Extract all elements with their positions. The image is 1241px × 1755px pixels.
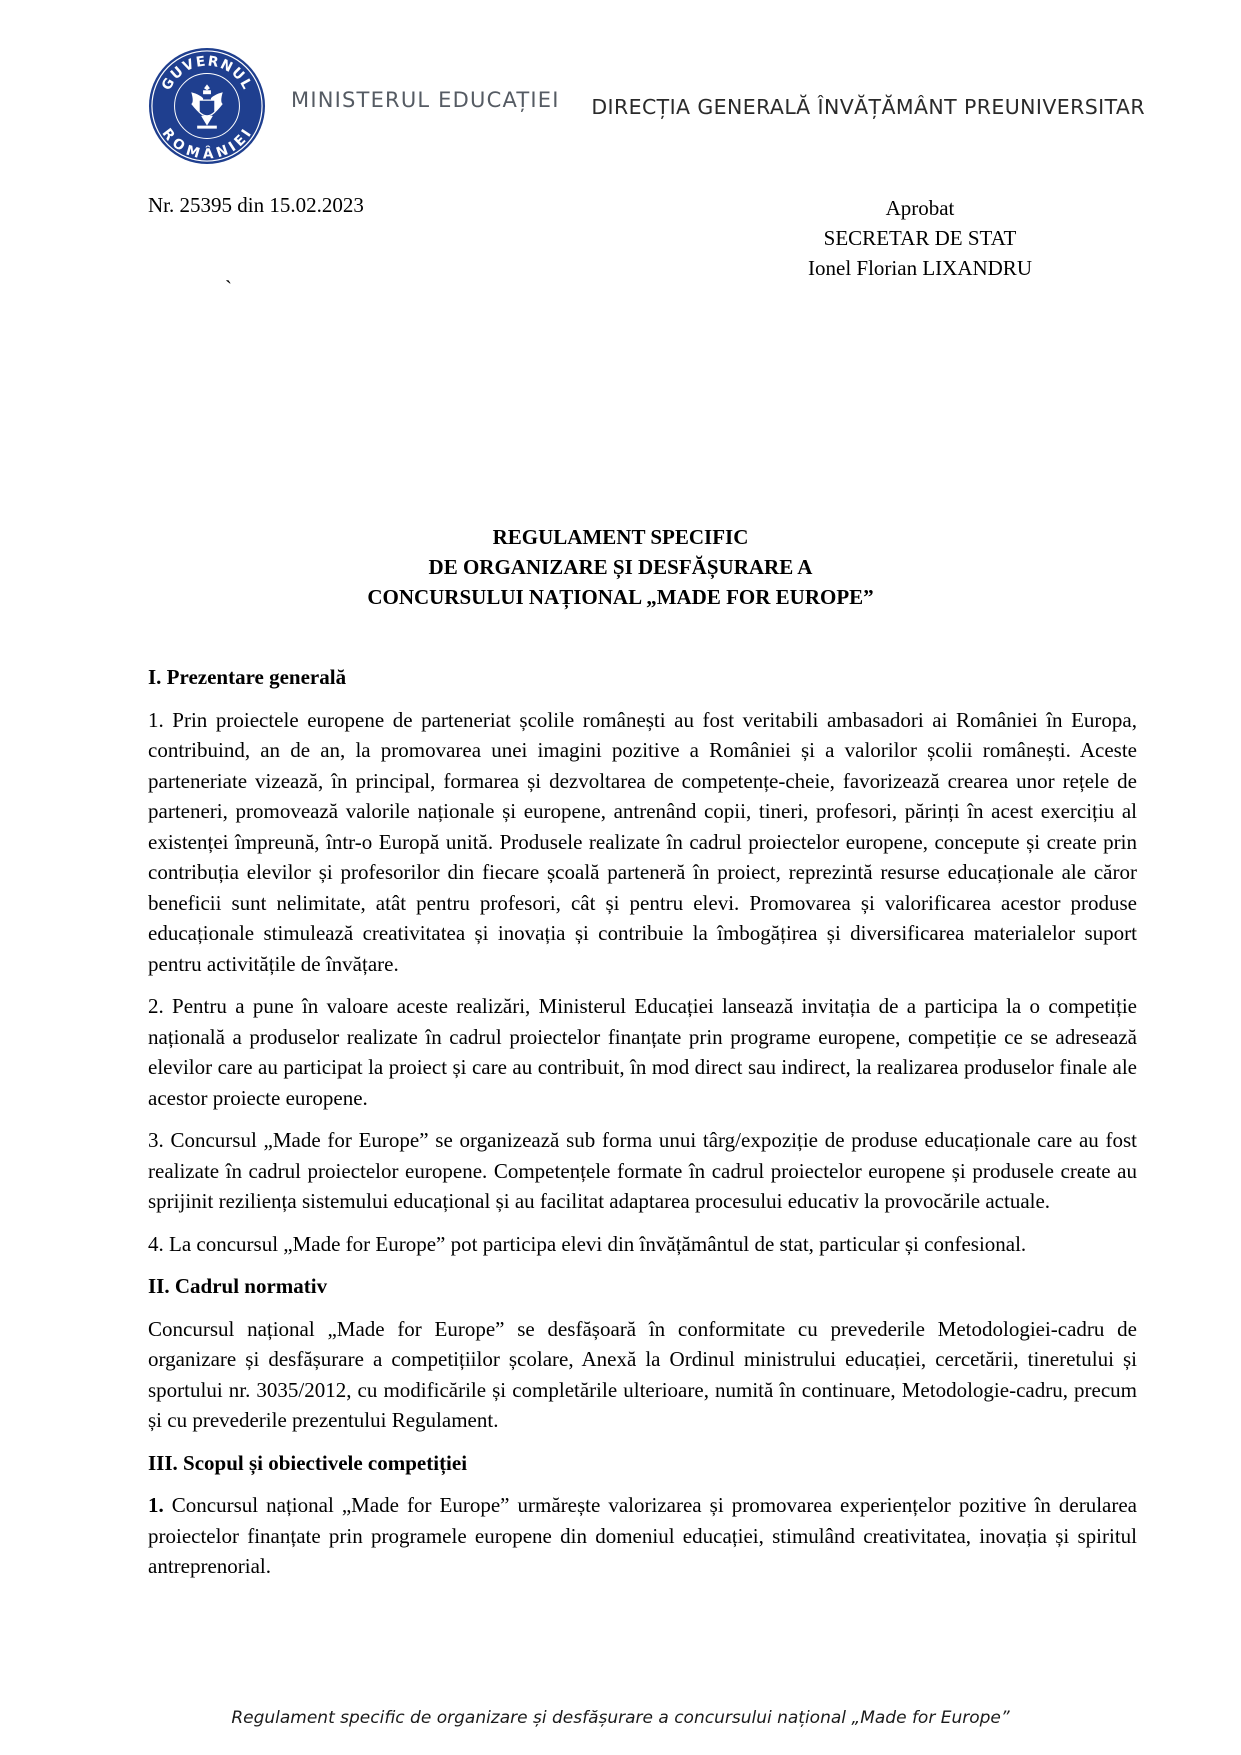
- title-line-1: REGULAMENT SPECIFIC: [492, 525, 749, 549]
- paragraph-3-1-text: Concursul național „Made for Europe” urmărește valorizarea și promovarea experiențelor pozitive în derularea proiectelor finanțate prin programele europene din domeniul educației, stimulând creativitatea, inovația și spiritul antreprenorial.: [148, 1493, 1137, 1578]
- emblem-bottom-text: ROMÂNIEI: [158, 125, 256, 163]
- directorate-name: DIRECȚIA GENERALĂ ÎNVĂȚĂMÂNT PREUNIVERSITAR: [591, 95, 1145, 119]
- section-heading-normative: II. Cadrul normativ: [148, 1274, 328, 1298]
- title-line-3: CONCURSULUI NAȚIONAL „MADE FOR EUROPE”: [367, 585, 874, 609]
- registration-number: Nr. 25395 din 15.02.2023: [148, 193, 364, 217]
- paragraph-1-4: 4. La concursul „Made for Europe” pot participa elevi din învățământul de stat, particular și confesional.: [148, 1231, 1027, 1256]
- approver-title: SECRETAR DE STAT: [823, 226, 1017, 250]
- paragraph-2-1: Concursul național „Made for Europe” se desfășoară în conformitate cu prevederile Metodologiei-cadru de organizare și desfășurare a competițiilor școlare, Anexă la Ordinul ministrului educației, cercetării, tineretului și sportului nr. 3035/2012, cu modificările și completările ulterioare, numită în continuare, Metodologie-cadru, precum și cu prevederile prezentului Regulament.: [148, 1316, 1137, 1432]
- paragraph-3-1: [148, 1490, 1137, 1582]
- approval-status: Aprobat: [885, 196, 955, 220]
- paragraph-1-3: 3. Concursul „Made for Europe” se organizează sub forma unui târg/expoziție de produse educaționale care au fost realizate în cadrul proiectelor europene. Competențele formate în cadrul proiectelor europene și produsele create au sprijinit reziliența sistemului educațional și au facilitat adaptarea procesului educativ la provocările actuale.: [148, 1128, 1137, 1213]
- stray-mark: `: [225, 276, 232, 300]
- paragraph-1-1: 1. Prin proiectele europene de parteneriat școlile românești au fost veritabili ambasadori ai României în Europa, contribuind, an de an, la promovarea unei imagini pozitive a României și a valorilor școlii românești. Aceste parteneriate vizează, în principal, formarea și dezvoltarea de competențe-cheie, favorizează crearea unor rețele de parteneri, promovează valorile naționale și europene, antrenând copii, tineri, profesori, părinți în acest exercițiu al existenței împreună, într-o Europă unită. Produsele realizate în cadrul proiectelor europene, concepute și create prin contribuția elevilor și profesorilor din fiecare școală parteneră în proiect, reprezintă resurse educaționale ale căror beneficii sunt nelimitate, atât pentru profesori, cât și pentru elevi. Promovarea și valorificarea acestor produse educaționale stimulează creativitatea și inovația și contribuie la îmbogățirea și diversificarea materialelor suport pentru activitățile de învățare.: [148, 707, 1137, 976]
- document-body: [148, 662, 1137, 1594]
- approval-block: [770, 193, 1070, 283]
- paragraph-1-2: 2. Pentru a pune în valoare aceste realizări, Ministerul Educației lansează invitația de a participa la o competiție națională a produselor realizate în cadrul proiectelor finanțate prin programe europene, competiție ce se adresează elevilor care au participat la proiect și care au contribuit, în mod direct sau indirect, la realizarea produselor finale ale acestor proiecte europene.: [148, 994, 1137, 1110]
- page-footer: Regulament specific de organizare și desfășurare a concursului național „Made for Europe”: [231, 1708, 1010, 1728]
- ministry-name: MINISTERUL EDUCAȚIEI: [291, 88, 560, 112]
- document-title: [0, 522, 1241, 612]
- section-heading-objectives: III. Scopul și obiectivele competiției: [148, 1450, 468, 1475]
- paragraph-3-1-number: 1.: [148, 1493, 164, 1517]
- government-emblem-icon: [148, 47, 266, 165]
- emblem-top-text: GUVERNUL: [158, 53, 256, 94]
- section-heading-general: I. Prezentare generală: [148, 665, 347, 689]
- approver-name: Ionel Florian LIXANDRU: [808, 256, 1032, 280]
- title-line-2: DE ORGANIZARE ȘI DESFĂȘURARE A: [428, 555, 813, 579]
